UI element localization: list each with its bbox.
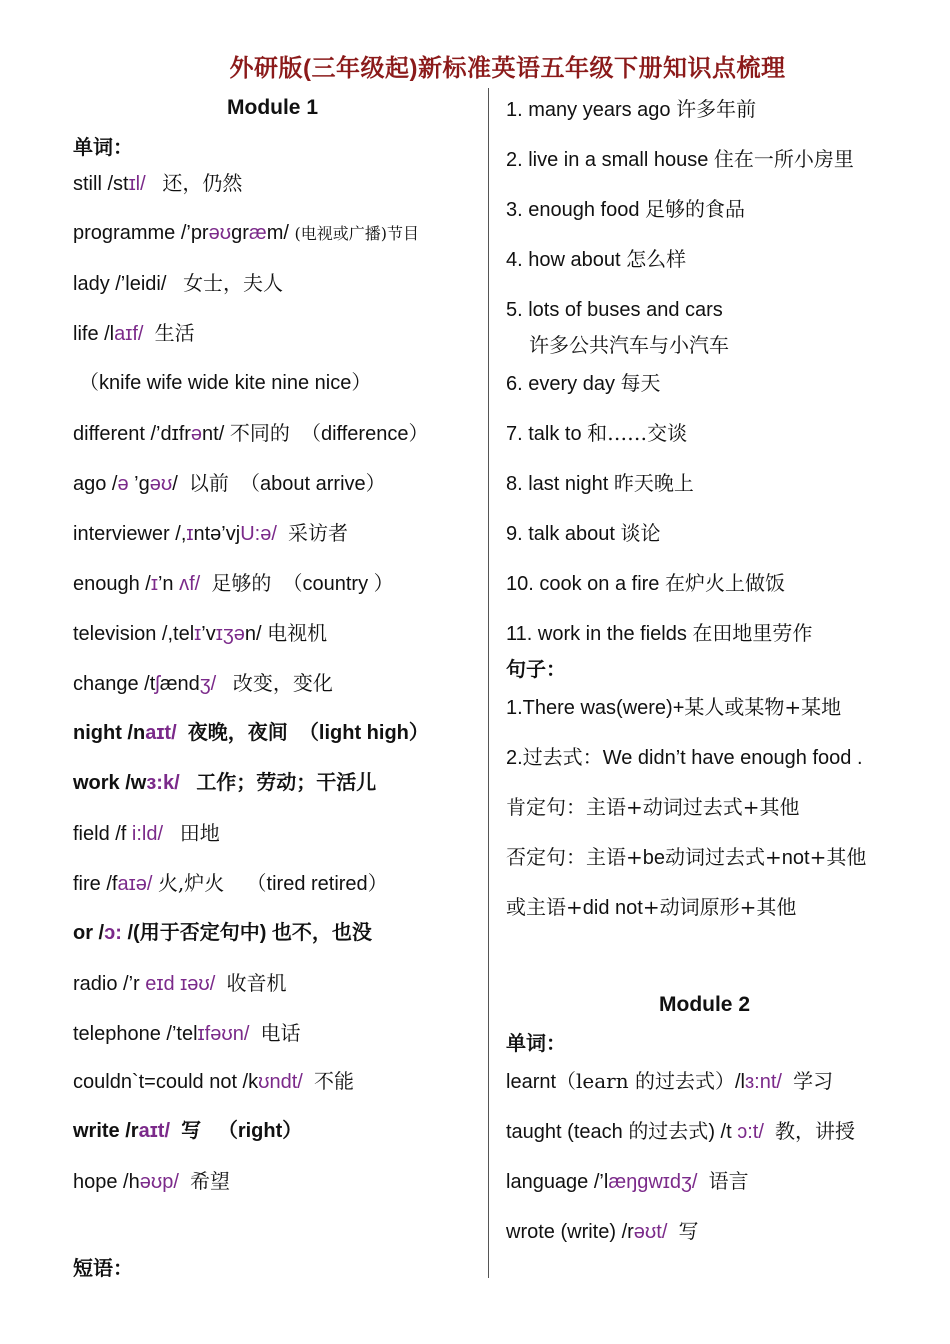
column-divider <box>488 88 489 1278</box>
phrase-item: 2. live in a small house 住在一所小房里 <box>506 147 854 171</box>
phrase-item: 1. many years ago 许多年前 <box>506 97 757 121</box>
word-entry-change: change /tʃændʒ/ 改变，变化 <box>73 671 333 695</box>
phrase-item: 6. every day 每天 <box>506 371 661 395</box>
phrase-item: 10. cook on a fire 在炉火上做饭 <box>506 571 785 595</box>
sentence-item: 1.There was(were)+某人或某物+某地 <box>506 695 842 719</box>
word-entry-interviewer: interviewer /,ɪntə’vjU:ə/ 采访者 <box>73 521 349 545</box>
word-entry-work: work /wɜ:k/ 工作；劳动；干活儿 <box>73 772 377 794</box>
word-entry-write: write /raɪt/ 写 （right） <box>73 1120 303 1142</box>
sentence-item: 2.过去式：We didn’t have enough food . <box>506 745 863 769</box>
word-entry-learnt: learnt（learn 的过去式）/lɜ:nt/ 学习 <box>506 1069 834 1093</box>
word-entry-language: language /’læŋgwɪdʒ/ 语言 <box>506 1169 749 1193</box>
phrase-item: 9. talk about 谈论 <box>506 521 661 545</box>
module-1-heading: Module 1 <box>227 96 319 119</box>
word-entry-television: television /,telɪ’vɪʒən/ 电视机 <box>73 621 328 645</box>
word-entry-telephone: telephone /’telɪfəʊn/ 电话 <box>73 1021 301 1045</box>
word-entry-night: night /naɪt/ 夜晚，夜间 （light high） <box>73 722 429 744</box>
page-title: 外研版(三年级起)新标准英语五年级下册知识点梳理 <box>229 55 786 82</box>
sentence-item: 肯定句：主语+动词过去式+其他 <box>506 795 800 819</box>
word-entry-field: field /f i:ld/ 田地 <box>73 821 220 845</box>
phrase-item: 3. enough food 足够的食品 <box>506 197 746 221</box>
word-entry-lady: lady /’leidi/ 女士，夫人 <box>73 271 284 295</box>
sentence-item: 否定句：主语+be动词过去式+not+其他 <box>506 845 867 869</box>
word-entry-programme: programme /’prəʊgræm/ (电视或广播)节目 <box>73 222 419 244</box>
words-label: 单词： <box>73 135 133 159</box>
word-entry-hope: hope /həʊp/ 希望 <box>73 1169 231 1193</box>
word-entry-taught: taught (teach 的过去式) /t ɔ:t/ 教，讲授 <box>506 1119 855 1143</box>
word-entry-different: different /’dɪfrənt/ 不同的 （difference） <box>73 421 429 445</box>
word-entry-still: still /stɪl/ 还，仍然 <box>73 171 243 195</box>
word-entry-enough: enough /ɪ’n ʌf/ 足够的 （country ） <box>73 571 394 595</box>
phrase-item: 4. how about 怎么样 <box>506 247 687 271</box>
sentence-item: 或主语+did not+动词原形+其他 <box>506 895 797 919</box>
life-examples: （knife wife wide kite nine nice） <box>79 372 372 394</box>
phrases-label: 短语： <box>73 1256 133 1280</box>
word-entry-radio: radio /’r eɪd ɪəʊ/ 收音机 <box>73 971 287 995</box>
word-entry-wrote: wrote (write) /rəʊt/ 写 <box>506 1219 699 1243</box>
phrase-item-continued: 许多公共汽车与小汽车 <box>529 333 729 357</box>
word-entry-or: or /ɔ: /(用于否定句中) 也不，也没 <box>73 922 372 944</box>
word-entry-fire: fire /faɪə/ 火,炉火 （tired retired） <box>73 871 388 895</box>
phrase-item: 7. talk to 和……交谈 <box>506 421 688 445</box>
phrase-item: 5. lots of buses and cars <box>506 299 723 321</box>
word-entry-life: life /laɪf/ 生活 <box>73 321 195 345</box>
word-entry-ago: ago /ə ’gəʊ/ 以前 （about arrive） <box>73 471 386 495</box>
word-entry-couldnt: couldn`t=could not /kʊndt/ 不能 <box>73 1069 354 1093</box>
module-2-heading: Module 2 <box>659 993 751 1016</box>
sentences-label: 句子： <box>506 657 566 681</box>
module-2-words-label: 单词： <box>506 1031 566 1055</box>
phrase-item: 11. work in the fields 在田地里劳作 <box>506 621 813 645</box>
phrase-item: 8. last night 昨天晚上 <box>506 471 694 495</box>
